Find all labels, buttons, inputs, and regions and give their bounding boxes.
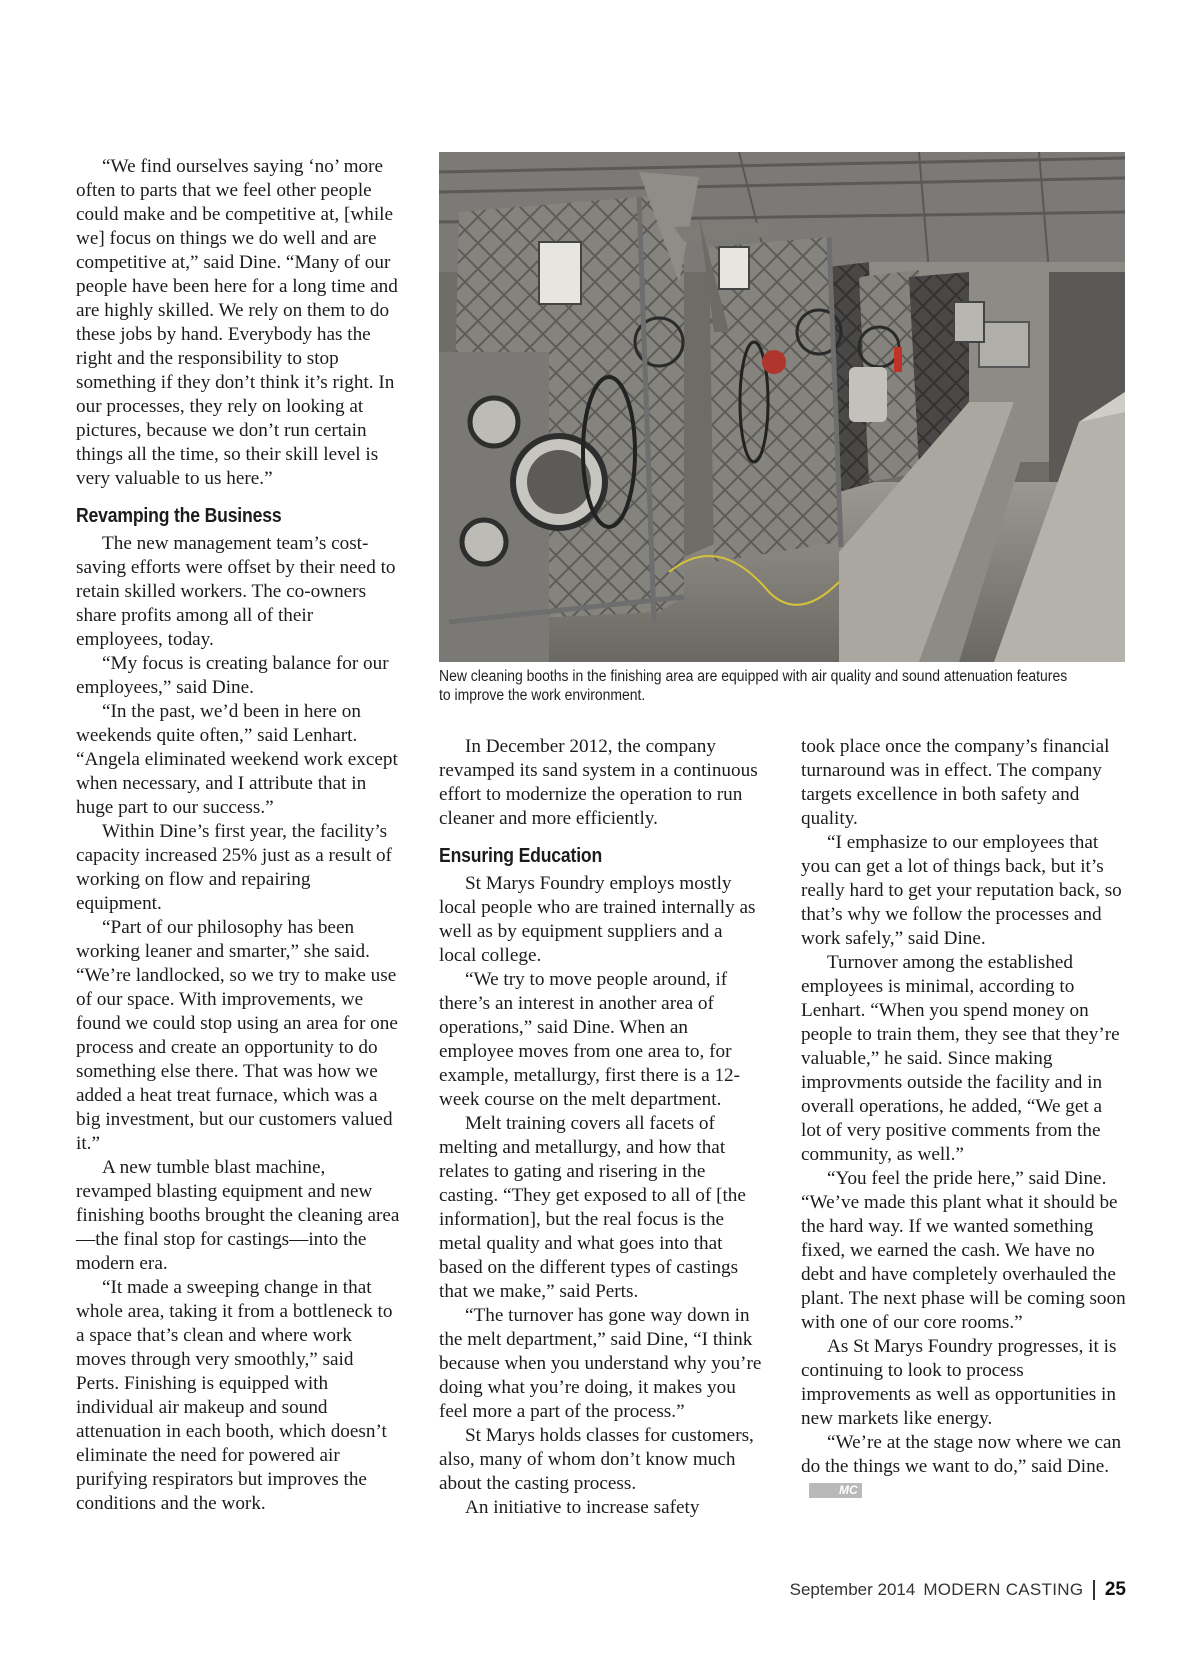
cleaning-booths-photo bbox=[439, 152, 1125, 662]
paragraph: The new management team’s cost-saving efforts were offset by their need to retain skilled workers. The co-owners share profits among all of their employees, today. bbox=[76, 533, 396, 650]
paragraph: St Marys Foundry employs mostly local people who are trained internally as well as by equipment suppliers and a local college. bbox=[439, 873, 756, 966]
paragraph: A new tumble blast machine, revamped blasting equipment and new finishing booths brought the cleaning area—the final stop for castings—into the modern era. bbox=[76, 1157, 400, 1274]
page-footer bbox=[790, 1579, 1126, 1601]
closing-text: “We’re at the stage now where we can do the things we want to do,” said Dine. bbox=[801, 1432, 1122, 1477]
paragraph: “I emphasize to our employees that you can get a lot of things back, but it’s really hard to get your reputation back, so that’s why we follow the processes and work safely,” said Dine. bbox=[801, 832, 1122, 949]
paragraph: “You feel the pride here,” said Dine. “We’ve made this plant what it should be the hard way. If we wanted something fixed, we earned the cash. We have no debt and have completely overhauled the plant. The next phase will be coming soon with one of our core rooms.” bbox=[801, 1168, 1126, 1333]
footer-divider bbox=[1093, 1580, 1095, 1600]
article-column-2 bbox=[439, 735, 764, 1520]
paragraph: An initiative to increase safety bbox=[465, 1497, 700, 1518]
paragraph: “We try to move people around, if there’s an interest in another area of operations,” said Dine. When an employee moves from one area to, for example, metallurgy, first there is a 12-week course on the melt department. bbox=[439, 969, 741, 1110]
paragraph: “The turnover has gone way down in the melt department,” said Dine, “I think because when you understand why you’re doing what you’re doing, it makes you feel more a part of the process.” bbox=[439, 1305, 762, 1422]
paragraph: Within Dine’s first year, the facility’s capacity increased 25% just as a result of working on flow and repairing equipment. bbox=[76, 821, 392, 914]
section-heading-education: Ensuring Education bbox=[439, 845, 603, 867]
issue-date: September 2014 bbox=[789, 1580, 916, 1599]
paragraph bbox=[801, 1431, 1126, 1503]
article-column-3 bbox=[801, 735, 1126, 1503]
paragraph: “In the past, we’d been in here on weekends quite often,” said Lenhart. “Angela eliminated weekend work except when necessary, and I attribute that in huge part to our success.” bbox=[76, 701, 398, 818]
paragraph: Turnover among the established employees is minimal, according to Lenhart. “When you spend money on people to train them, they see that they’re valuable,” he said. Since making improvments outside the facility and in overall operations, he added, “We get a lot of very positive comments from the community, as well.” bbox=[801, 952, 1120, 1165]
section-heading-revamping: Revamping the Business bbox=[76, 505, 282, 527]
paragraph: Melt training covers all facets of melting and metallurgy, and how that relates to gating and risering in the casting. “They get exposed to all of [the information], but the real focus is the metal quality and what goes into that based on the different types of castings that we make,” said Perts. bbox=[439, 1113, 746, 1302]
paragraph: In December 2012, the company revamped its sand system in a continuous effort to modernize the operation to run cleaner and more efficiently. bbox=[439, 736, 758, 829]
paragraph: “My focus is creating balance for our employees,” said Dine. bbox=[76, 653, 389, 698]
page-number: 25 bbox=[1104, 1579, 1126, 1600]
paragraph: took place once the company’s financial turnaround was in effect. The company targets excellence in both safety and quality. bbox=[801, 736, 1110, 829]
article-column-1 bbox=[76, 155, 401, 1516]
end-mark-logo: MC bbox=[809, 1483, 862, 1498]
paragraph: “It made a sweeping change in that whole area, taking it from a bottleneck to a space that’s clean and where work moves through very smoothly,” said Perts. Finishing is equipped with individual air makeup and sound attenuation in each booth, which doesn’t eliminate the need for powered air purifying respirators but improves the conditions and the work. bbox=[76, 1277, 393, 1514]
paragraph: St Marys holds classes for customers, also, many of whom don’t know much about the casting process. bbox=[439, 1425, 754, 1494]
paragraph: As St Marys Foundry progresses, it is continuing to look to process improvements as well as opportunities in new markets like energy. bbox=[801, 1336, 1117, 1429]
photo-caption: New cleaning booths in the finishing area are equipped with air quality and sound attenuation features to improve the work environment. bbox=[439, 668, 1068, 704]
magazine-name: MODERN CASTING bbox=[923, 1580, 1084, 1599]
paragraph: “We find ourselves saying ‘no’ more often to parts that we feel other people could make and be competitive at, [while we] focus on things we do well and are competitive at,” said Dine. “Many of our people have been here for a long time and are highly skilled. We rely on them to do these jobs by hand. Everybody has the right and the responsibility to stop something if they don’t think it’s right. In our processes, they rely on looking at pictures, because we don’t run certain things all the time, so their skill level is very valuable to us here.” bbox=[76, 156, 398, 489]
paragraph: “Part of our philosophy has been working leaner and smarter,” she said. “We’re landlocked, so we try to make use of our space. With improvements, we found we could stop using an area for one process and create an opportunity to do something else there. That was how we added a heat treat furnace, which was a big investment, but our customers valued it.” bbox=[76, 917, 398, 1154]
